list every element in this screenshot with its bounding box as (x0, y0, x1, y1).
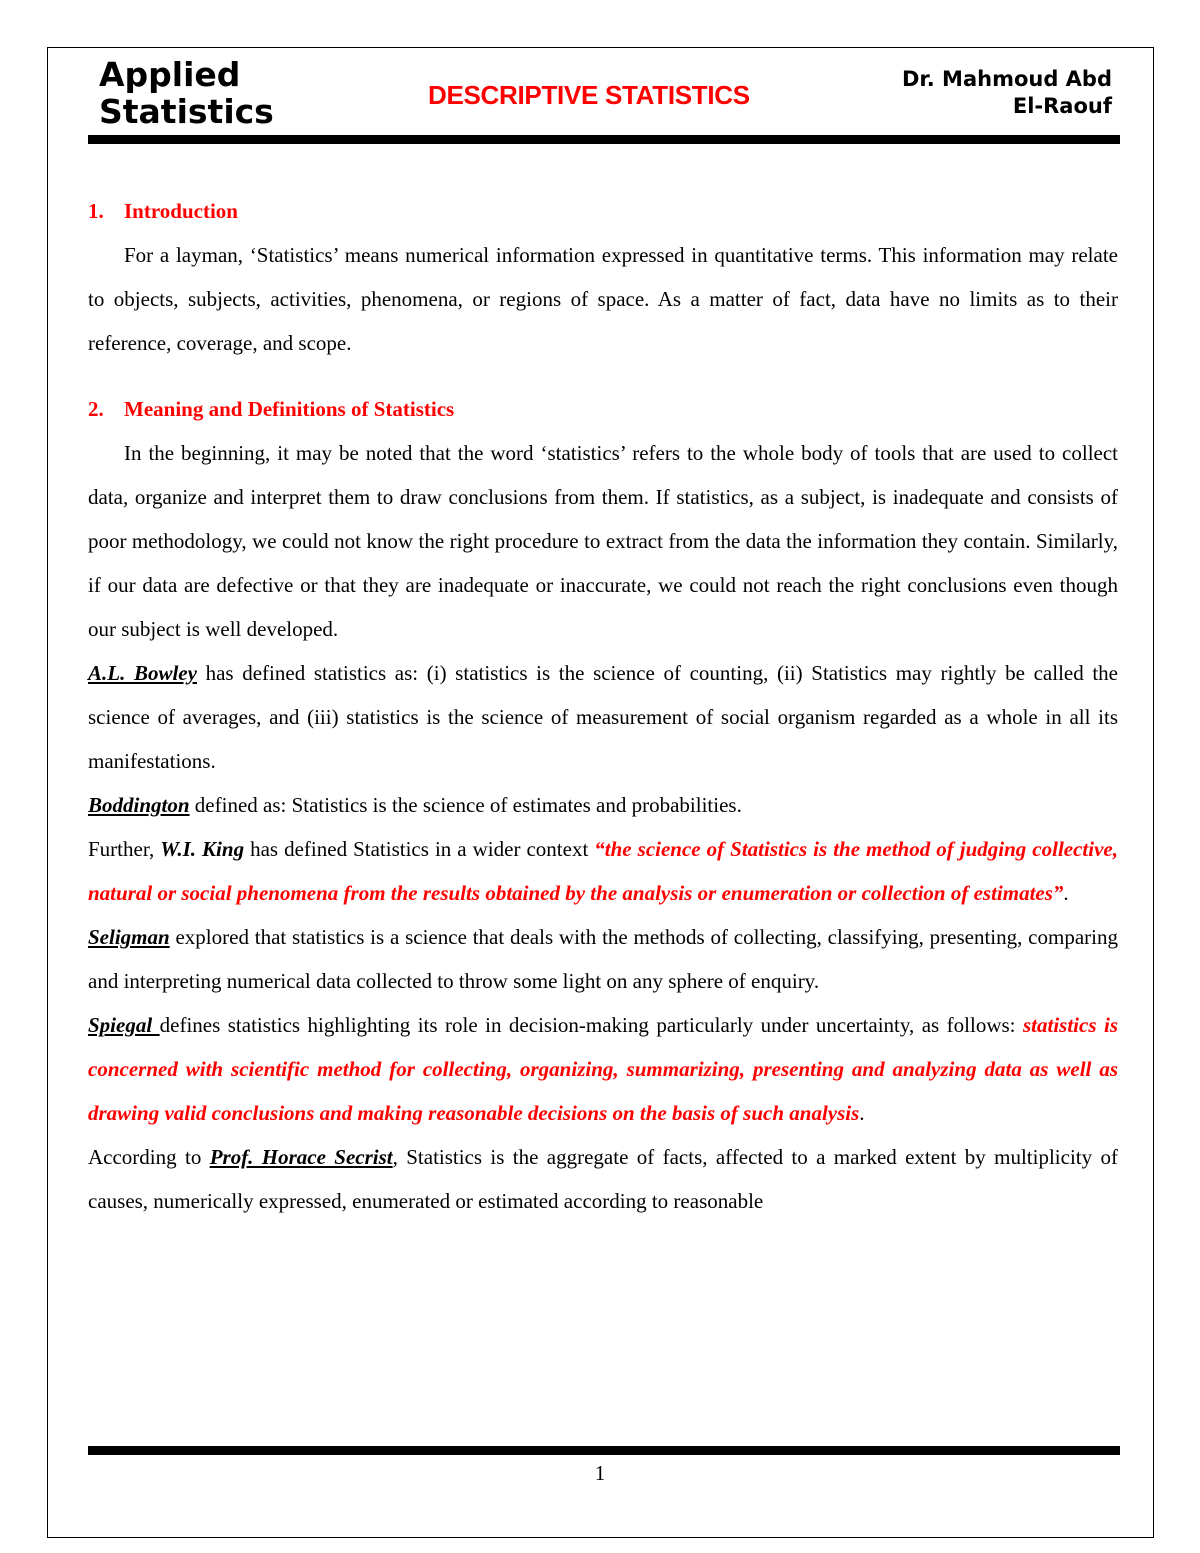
definition-secrist (88, 1135, 1118, 1223)
definition-spiegal (88, 1003, 1118, 1135)
definition-text: , Statistics is the aggregate of facts, affected to a marked extent by multiplicity of causes, numerically expressed, enumerated or estimated according to reasonable (88, 1145, 1118, 1213)
definition-text: defines statistics highlighting its role in decision-making particularly under uncertainty, as follows: (159, 1013, 1023, 1037)
section-title: Introduction (124, 199, 238, 223)
definition-quote: statistics is concerned with scientific method for collecting, organizing, summarizing, presenting and analyzing data as well as drawing valid conclusions and making reasonable decisions on the basis of such analysis (88, 1013, 1118, 1125)
course-title (99, 56, 274, 130)
author-name-spiegal: Spiegal (88, 1013, 160, 1037)
definition-text: has defined Statistics in a wider context (244, 837, 595, 861)
definition-text: defined as: Statistics is the science of estimates and probabilities. (189, 793, 742, 817)
definition-suffix: . (1063, 881, 1069, 905)
author-name-boddington: Boddington (88, 793, 190, 817)
author-name-bowley: A.L. Bowley (88, 661, 197, 685)
definition-quote: “the science of Statistics is the method of judging collective, natural or social phenomena from the results obtained by the analysis or enumeration or collection of estimates” (88, 837, 1118, 905)
author-name-secrist: Prof. Horace Secrist (209, 1145, 393, 1169)
section-heading-definitions (88, 387, 1118, 431)
footer-rule (88, 1446, 1120, 1455)
definition-bowley (88, 651, 1118, 783)
definition-prefix: Further, (88, 837, 161, 861)
definition-seligman (88, 915, 1118, 1003)
author-line2: El-Raouf (1012, 94, 1112, 118)
author-name-king: W.I. King (160, 837, 245, 861)
section-heading-introduction (88, 189, 1118, 233)
definition-text: has defined statistics as: (i) statistics is the science of counting, (ii) Statistics may rightly be called the science of averages, and (iii) statistics is the science of measurement of social organism regarded as a whole in all its manifestations. (88, 661, 1119, 773)
definition-prefix: According to (88, 1145, 210, 1169)
page-number: 1 (594, 1461, 606, 1485)
definition-boddington (88, 783, 1118, 827)
author (902, 66, 1112, 120)
chapter-title: DESCRIPTIVE STATISTICS (428, 80, 750, 110)
author-line1: Dr. Mahmoud Abd (901, 67, 1112, 91)
document-body (88, 189, 1118, 1223)
author-name-seligman: Seligman (88, 925, 170, 949)
header-rule (88, 135, 1120, 144)
section-number: 2. (88, 397, 104, 421)
course-title-line2: Statistics (99, 92, 274, 131)
definition-text: explored that statistics is a science that deals with the methods of collecting, classifying, presenting, comparing and interpreting numerical data collected to throw some light on any sphere of enquiry. (88, 925, 1118, 993)
definitions-paragraph: In the beginning, it may be noted that the word ‘statistics’ refers to the whole body of tools that are used to collect data, organize and interpret them to draw conclusions from them. If statistics, as a subject, is inadequate and consists of poor methodology, we could not know the right procedure to extract from the data the information they contain. Similarly, if our data are defective or that they are inadequate or inaccurate, we could not reach the right conclusions even though our subject is well developed. (88, 441, 1118, 641)
definition-suffix: . (859, 1101, 865, 1125)
definition-king (88, 827, 1118, 915)
section-title: Meaning and Definitions of Statistics (124, 397, 455, 421)
section-number: 1. (88, 199, 104, 223)
introduction-paragraph: For a layman, ‘Statistics’ means numerical information expressed in quantitative terms. This information may relate to objects, subjects, activities, phenomena, or regions of space. As a matter of fact, data have no limits as to their reference, coverage, and scope. (88, 243, 1118, 355)
course-title-line1: Applied (99, 55, 241, 94)
